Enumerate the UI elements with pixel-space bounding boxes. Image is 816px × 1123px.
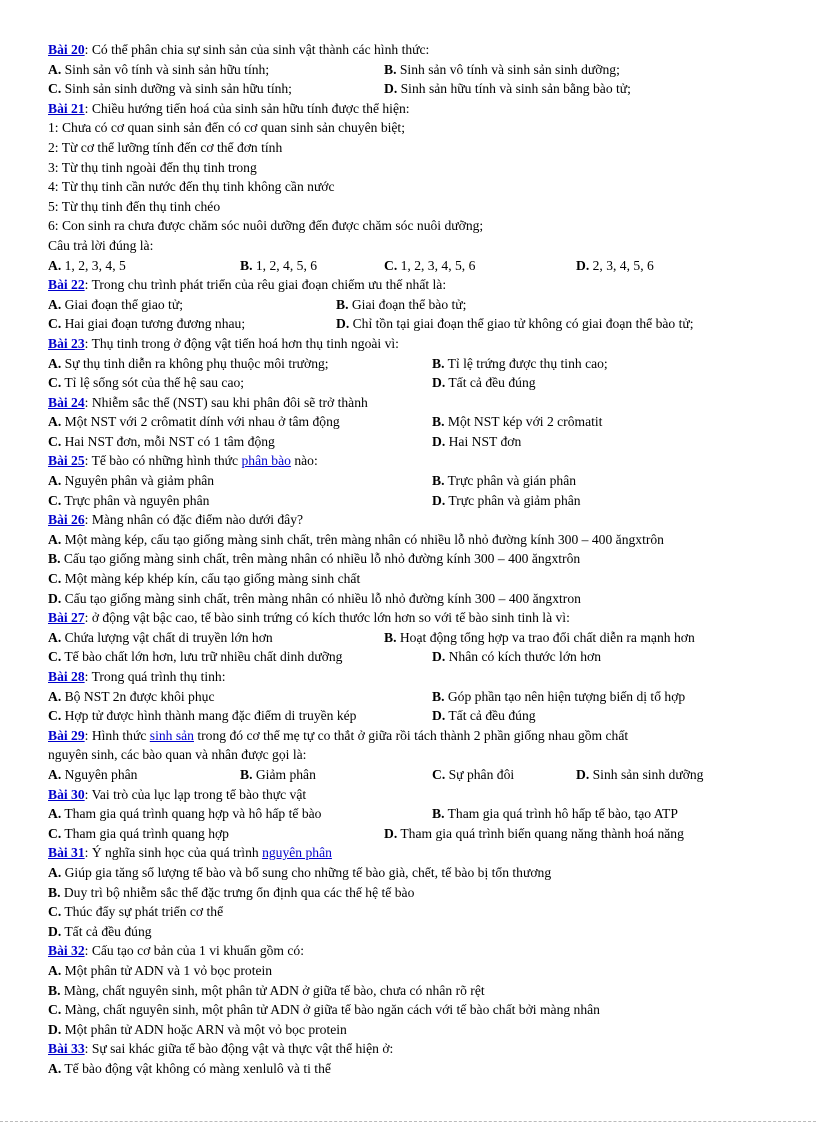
question-stem: : Vai trò của lục lạp trong tế bào thực vật bbox=[84, 786, 307, 802]
option-text: Tất cả đều đúng bbox=[445, 708, 536, 724]
option-text: Thúc đẩy sự phát triển cơ thể bbox=[61, 904, 224, 920]
option-row bbox=[48, 628, 778, 648]
option-letter: B. bbox=[384, 61, 397, 77]
question-stem: : Trong quá trình thụ tinh: bbox=[84, 669, 226, 684]
option-letter: C. bbox=[384, 257, 398, 273]
question-stem: : Hình thức bbox=[84, 727, 150, 743]
option-row bbox=[48, 647, 778, 667]
option-c bbox=[48, 491, 209, 511]
option-d bbox=[432, 373, 536, 393]
question-stem: : Cấu tạo cơ bản của 1 vi khuẩn gồm có: bbox=[84, 943, 304, 959]
option-text: Một phân tử ADN hoặc ARN và một vỏ bọc protein bbox=[61, 1021, 347, 1037]
option-a bbox=[48, 295, 183, 315]
option-text: Duy trì bộ nhiễm sắc thể đặc trưng ổn định qua các thế hệ tế bào bbox=[60, 884, 415, 900]
option-text: Một NST với 2 crômatit dính với nhau ở tâm động bbox=[61, 414, 340, 430]
option-letter: B. bbox=[432, 473, 445, 489]
option-text: Tế bào động vật không có màng xenlulô và ti thể bbox=[61, 1060, 331, 1076]
term-link[interactable]: sinh sản bbox=[149, 727, 194, 743]
question-label[interactable]: Bài 20 bbox=[48, 42, 85, 57]
option-letter: B. bbox=[240, 766, 253, 782]
option-letter: B. bbox=[432, 688, 445, 704]
option-text: Cấu tạo giống màng sinh chất, trên màng nhân có nhiều lỗ nhỏ đường kính 300 – 400 ăngxtrôn bbox=[60, 551, 581, 567]
option-a bbox=[48, 804, 321, 824]
option-d bbox=[48, 589, 778, 609]
option-b bbox=[240, 256, 317, 276]
option-letter: B. bbox=[240, 257, 253, 273]
option-letter: B. bbox=[432, 355, 445, 371]
option-text: Sinh sản vô tính và sinh sản sinh dưỡng; bbox=[396, 61, 620, 77]
question-31 bbox=[48, 843, 778, 863]
question-label[interactable]: Bài 29 bbox=[48, 727, 85, 743]
option-letter: C. bbox=[48, 1002, 62, 1018]
option-text: Hai NST đơn bbox=[445, 433, 522, 449]
option-b bbox=[240, 765, 316, 785]
option-text: Nguyên phân bbox=[61, 766, 138, 782]
option-letter: B. bbox=[336, 296, 349, 312]
option-b bbox=[48, 883, 778, 903]
option-letter: B. bbox=[48, 982, 61, 998]
option-c bbox=[48, 902, 778, 922]
option-letter: C. bbox=[48, 708, 62, 724]
option-b bbox=[336, 295, 466, 315]
option-letter: A. bbox=[48, 864, 62, 880]
option-text: 1, 2, 3, 4, 5 bbox=[61, 257, 126, 273]
option-letter: D. bbox=[384, 825, 398, 841]
document-body bbox=[48, 40, 778, 1078]
question-29 bbox=[48, 726, 778, 746]
question-32 bbox=[48, 941, 778, 961]
option-letter: B. bbox=[432, 806, 445, 822]
statement-item: 2: Từ cơ thể lưỡng tính đến cơ thể đơn tính bbox=[48, 139, 283, 155]
option-letter: A. bbox=[48, 531, 62, 547]
option-d bbox=[432, 432, 521, 452]
option-b bbox=[432, 687, 685, 707]
question-label[interactable]: Bài 27 bbox=[48, 610, 85, 626]
question-24 bbox=[48, 393, 778, 413]
question-label[interactable]: Bài 22 bbox=[48, 277, 85, 293]
option-text: Sự thụ tinh diễn ra không phụ thuộc môi trường; bbox=[61, 355, 329, 371]
option-text: Tỉ lệ trứng được thụ tinh cao; bbox=[444, 355, 608, 371]
option-letter: A. bbox=[48, 257, 62, 273]
option-text: Hai giai đoạn tương đương nhau; bbox=[61, 316, 246, 332]
question-label[interactable]: Bài 21 bbox=[48, 100, 85, 116]
option-a bbox=[48, 471, 214, 491]
option-text: Tất cả đều đúng bbox=[445, 375, 536, 391]
option-letter: B. bbox=[384, 629, 397, 645]
question-22 bbox=[48, 275, 778, 295]
option-text: 1, 2, 4, 5, 6 bbox=[252, 257, 318, 273]
option-text: Tham gia quá trình biến quang năng thành hoá năng bbox=[397, 825, 684, 841]
question-stem: : Thụ tinh trong ở động vật tiến hoá hơn thụ tinh ngoài vì: bbox=[84, 335, 399, 351]
option-text: Tham gia quá trình quang hợp bbox=[61, 825, 229, 841]
question-stem-end: trong đó cơ thể mẹ tự co thắt ở giữa rồi tách thành 2 phần giống nhau gồm chất bbox=[193, 727, 629, 743]
option-text: Giúp gia tăng số lượng tế bào và bổ sung cho những tế bào già, chết, tế bào bị tổn thương bbox=[61, 864, 552, 880]
question-stem-continued: nguyên sinh, các bào quan và nhân được gọi là: bbox=[48, 747, 307, 763]
option-text: Tất cả đều đúng bbox=[61, 923, 152, 939]
option-d bbox=[48, 922, 778, 942]
option-text: Giai đoạn thể bào tử; bbox=[348, 296, 467, 312]
option-letter: C. bbox=[48, 825, 62, 841]
option-text: 2, 3, 4, 5, 6 bbox=[589, 257, 654, 273]
option-d bbox=[432, 491, 581, 511]
option-letter: D. bbox=[432, 433, 446, 449]
option-c bbox=[48, 569, 778, 589]
option-text: Màng, chất nguyên sinh, một phân tử ADN ở giữa tế bào, chưa có nhân rõ rệt bbox=[60, 982, 485, 998]
option-letter: A. bbox=[48, 296, 62, 312]
option-text: Một NST kép với 2 crômatit bbox=[444, 414, 603, 430]
option-letter: D. bbox=[336, 316, 350, 332]
option-text: Trực phân và nguyên phân bbox=[61, 492, 210, 508]
answer-prompt: Câu trả lời đúng là: bbox=[48, 237, 154, 253]
option-row bbox=[48, 491, 778, 511]
option-letter: A. bbox=[48, 688, 62, 704]
option-letter: D. bbox=[432, 375, 446, 391]
option-row bbox=[48, 412, 778, 432]
option-a bbox=[48, 863, 778, 883]
option-row bbox=[48, 804, 778, 824]
option-letter: D. bbox=[48, 923, 62, 939]
option-text: Một màng kép, cấu tạo giống màng sinh chất, trên màng nhân có nhiều lỗ nhỏ đường kính 300 – 400 ăngxtrôn bbox=[61, 531, 664, 547]
option-a bbox=[48, 256, 126, 276]
option-text: Trực phân và giảm phân bbox=[445, 492, 581, 508]
option-letter: A. bbox=[48, 962, 62, 978]
option-text: Hợp tử được hình thành mang đặc điểm di truyền kép bbox=[61, 708, 357, 724]
option-a bbox=[48, 530, 778, 550]
option-text: Tham gia quá trình quang hợp và hô hấp tế bào bbox=[61, 806, 322, 822]
option-row bbox=[48, 314, 778, 334]
option-row bbox=[48, 432, 778, 452]
option-a bbox=[48, 628, 273, 648]
option-text: Một phân tử ADN và 1 vỏ bọc protein bbox=[61, 962, 273, 978]
option-text: Nguyên phân và giảm phân bbox=[61, 473, 215, 489]
option-letter: C. bbox=[48, 571, 62, 587]
question-26 bbox=[48, 510, 778, 530]
option-text: Giảm phân bbox=[252, 766, 316, 782]
option-text: Màng, chất nguyên sinh, một phân tử ADN ở giữa tế bào ngăn cách với tế bào chất bởi màng nhân bbox=[61, 1002, 600, 1018]
question-label[interactable]: Bài 32 bbox=[48, 943, 85, 959]
option-text: Chứa lượng vật chất di truyền lớn hơn bbox=[61, 629, 273, 645]
option-text: Tham gia quá trình hô hấp tế bào, tạo ATP bbox=[444, 806, 678, 822]
option-b bbox=[432, 412, 602, 432]
option-c bbox=[48, 647, 342, 667]
option-letter: C. bbox=[48, 492, 62, 508]
option-text: Sinh sản sinh dưỡng và sinh sản hữu tính; bbox=[61, 81, 292, 97]
option-a bbox=[48, 412, 340, 432]
option-d bbox=[576, 256, 654, 276]
option-text: Cấu tạo giống màng sinh chất, trên màng nhân có nhiều lỗ nhỏ đường kính 300 – 400 ăngxtron bbox=[61, 590, 581, 606]
option-letter: B. bbox=[432, 414, 445, 430]
question-stem: : Nhiễm sắc thể (NST) sau khi phân đôi sẽ trở thành bbox=[84, 394, 368, 410]
option-b bbox=[432, 471, 576, 491]
option-c bbox=[384, 256, 475, 276]
option-d bbox=[432, 706, 536, 726]
question-33 bbox=[48, 1039, 778, 1059]
option-text: Chỉ tồn tại giai đoạn thể giao tử không có giai đoạn thể bào tử; bbox=[349, 316, 694, 332]
term-link[interactable]: nguyên phân bbox=[262, 845, 332, 861]
option-c bbox=[48, 824, 229, 844]
question-25 bbox=[48, 451, 778, 471]
option-a bbox=[48, 60, 269, 80]
statement-item: 1: Chưa có cơ quan sinh sản đến có cơ quan sinh sản chuyên biệt; bbox=[48, 120, 405, 136]
option-letter: A. bbox=[48, 629, 62, 645]
option-text: Tế bào chất lớn hơn, lưu trữ nhiều chất dinh dưỡng bbox=[61, 649, 343, 665]
question-stem: : ở động vật bậc cao, tế bào sinh trứng có kích thước lớn hơn so với tế bào sinh tinh là vì: bbox=[84, 610, 570, 626]
option-text: Hai NST đơn, mỗi NST có 1 tâm động bbox=[61, 433, 275, 449]
question-21 bbox=[48, 99, 778, 119]
statement-item: 3: Từ thụ tinh ngoài đến thụ tinh trong bbox=[48, 159, 257, 175]
option-text: 1, 2, 3, 4, 5, 6 bbox=[397, 257, 476, 273]
question-label[interactable]: Bài 31 bbox=[48, 845, 85, 861]
option-letter: A. bbox=[48, 355, 62, 371]
option-b bbox=[432, 804, 678, 824]
option-letter: D. bbox=[432, 649, 446, 665]
question-stem: : Màng nhân có đặc điểm nào dưới đây? bbox=[84, 512, 304, 528]
statement-item: 4: Từ thụ tinh cần nước đến thụ tinh không cần nước bbox=[48, 179, 335, 195]
option-a bbox=[48, 1059, 778, 1079]
option-letter: B. bbox=[48, 884, 61, 900]
statement-item: 6: Con sinh ra chưa được chăm sóc nuôi dưỡng đến được chăm sóc nuôi dưỡng; bbox=[48, 218, 484, 234]
statement-item: 5: Từ thụ tinh đến thụ tinh chéo bbox=[48, 198, 221, 214]
question-label[interactable]: Bài 30 bbox=[48, 786, 85, 802]
question-stem-end: nào: bbox=[290, 453, 318, 469]
option-text: Hoạt động tổng hợp va trao đổi chất diễn ra mạnh hơn bbox=[396, 629, 695, 645]
option-text: Nhân có kích thước lớn hơn bbox=[445, 649, 601, 665]
option-letter: C. bbox=[48, 375, 62, 391]
option-text: Giai đoạn thể giao tử; bbox=[61, 296, 183, 312]
option-b bbox=[48, 981, 778, 1001]
option-letter: A. bbox=[48, 766, 62, 782]
question-stem: : Ý nghĩa sinh học của quá trình bbox=[84, 845, 263, 861]
option-c bbox=[48, 706, 356, 726]
option-a bbox=[48, 961, 778, 981]
option-letter: C. bbox=[432, 766, 446, 782]
option-row bbox=[48, 60, 778, 80]
question-stem: : Có thể phân chia sự sinh sản của sinh vật thành các hình thức: bbox=[84, 42, 430, 57]
page-bottom-divider bbox=[0, 1121, 816, 1122]
option-row bbox=[48, 79, 778, 99]
option-d bbox=[432, 647, 601, 667]
question-label[interactable]: Bài 23 bbox=[48, 335, 85, 351]
option-letter: A. bbox=[48, 1060, 62, 1076]
option-d bbox=[336, 314, 694, 334]
option-letter: C. bbox=[48, 649, 62, 665]
option-letter: D. bbox=[432, 708, 446, 724]
option-c bbox=[48, 79, 292, 99]
option-b bbox=[384, 628, 695, 648]
option-row bbox=[48, 354, 778, 374]
option-c bbox=[48, 373, 244, 393]
option-d bbox=[48, 1020, 778, 1040]
option-text: Sinh sản sinh dưỡng bbox=[589, 766, 704, 782]
question-stem: : Sự sai khác giữa tế bào động vật và thực vật thể hiện ở: bbox=[84, 1041, 394, 1057]
option-text: Một màng kép khép kín, cấu tạo giống màng sinh chất bbox=[61, 571, 361, 587]
option-letter: D. bbox=[576, 766, 590, 782]
option-text: Sinh sản hữu tính và sinh sản bằng bào tử; bbox=[397, 81, 631, 97]
question-23 bbox=[48, 334, 778, 354]
option-row bbox=[48, 706, 778, 726]
option-text: Tỉ lệ sống sót của thế hệ sau cao; bbox=[61, 375, 245, 391]
option-letter: C. bbox=[48, 81, 62, 97]
option-c bbox=[48, 1000, 778, 1020]
option-row bbox=[48, 824, 778, 844]
option-row bbox=[48, 687, 778, 707]
option-d bbox=[576, 765, 703, 785]
option-letter: D. bbox=[384, 81, 398, 97]
question-30 bbox=[48, 785, 778, 805]
question-label[interactable]: Bài 33 bbox=[48, 1041, 85, 1057]
option-text: Góp phần tạo nên hiện tượng biến dị tổ hợp bbox=[444, 688, 686, 704]
option-letter: D. bbox=[576, 257, 590, 273]
option-letter: A. bbox=[48, 61, 62, 77]
option-a bbox=[48, 765, 137, 785]
option-b bbox=[48, 549, 778, 569]
option-a bbox=[48, 354, 329, 374]
option-letter: D. bbox=[48, 1021, 62, 1037]
question-label[interactable]: Bài 26 bbox=[48, 512, 85, 528]
question-stem: : Tế bào có những hình thức bbox=[84, 453, 242, 469]
question-label[interactable]: Bài 28 bbox=[48, 669, 85, 684]
option-row bbox=[48, 373, 778, 393]
question-stem: : Chiều hướng tiến hoá của sinh sản hữu tính được thể hiện: bbox=[84, 100, 410, 116]
option-b bbox=[384, 60, 620, 80]
option-b bbox=[432, 354, 608, 374]
option-row bbox=[48, 765, 778, 785]
option-row bbox=[48, 295, 778, 315]
option-letter: A. bbox=[48, 806, 62, 822]
option-c bbox=[48, 314, 245, 334]
question-label[interactable]: Bài 25 bbox=[48, 453, 85, 469]
option-letter: D. bbox=[48, 590, 62, 606]
question-27 bbox=[48, 608, 778, 628]
option-text: Sinh sản vô tính và sinh sản hữu tính; bbox=[61, 61, 270, 77]
option-letter: A. bbox=[48, 414, 62, 430]
question-stem: : Trong chu trình phát triển của rêu giai đoạn chiếm ưu thế nhất là: bbox=[84, 277, 447, 293]
question-label[interactable]: Bài 24 bbox=[48, 394, 85, 410]
option-letter: C. bbox=[48, 433, 62, 449]
option-letter: C. bbox=[48, 316, 62, 332]
option-d bbox=[384, 824, 684, 844]
option-letter: C. bbox=[48, 904, 62, 920]
option-row bbox=[48, 471, 778, 491]
option-text: Sự phân đôi bbox=[445, 766, 515, 782]
question-28 bbox=[48, 667, 778, 687]
option-text: Bộ NST 2n được khôi phục bbox=[61, 688, 215, 704]
option-letter: B. bbox=[48, 551, 61, 567]
option-c bbox=[432, 765, 514, 785]
option-c bbox=[48, 432, 275, 452]
term-link[interactable]: phân bào bbox=[241, 453, 291, 469]
option-letter: A. bbox=[48, 473, 62, 489]
option-letter: D. bbox=[432, 492, 446, 508]
question-20 bbox=[48, 40, 778, 60]
option-a bbox=[48, 687, 214, 707]
option-d bbox=[384, 79, 631, 99]
option-text: Trực phân và gián phân bbox=[444, 473, 577, 489]
option-row bbox=[48, 256, 778, 276]
